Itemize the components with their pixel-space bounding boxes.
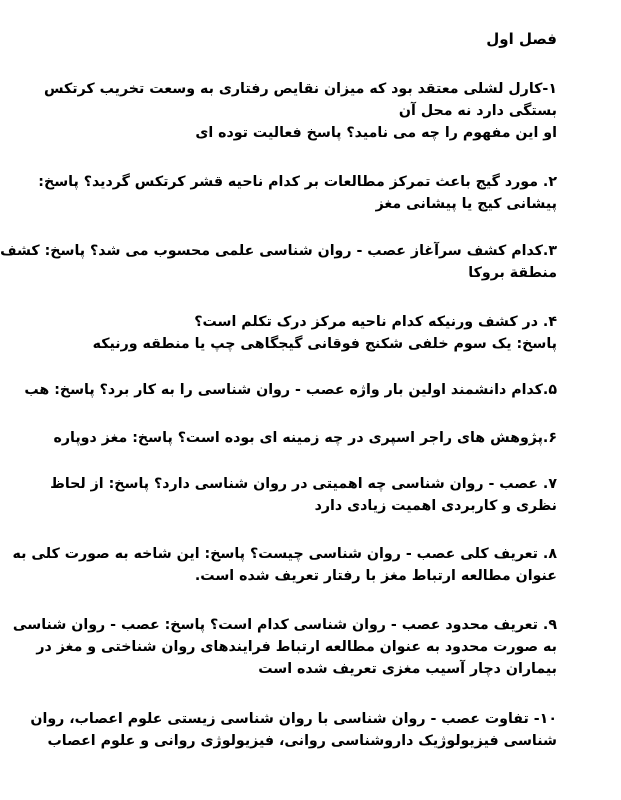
question-item-2 <box>38 171 557 215</box>
question-2-line-1: ۲. مورد گیج باعث تمرکز مطالعات بر کدام ناحیه قشر کرتکس گردید؟ پاسخ: <box>38 174 557 190</box>
question-9-line-1: ۹. تعریف محدود عصب - روان شناسی کدام است؟ پاسخ: عصب - روان شناسی <box>12 617 557 633</box>
question-item-6 <box>53 427 557 449</box>
question-10-line-1: ۱۰- تفاوت عصب - روان شناسی با روان شناسی زیستی علوم اعصاب، روان <box>30 711 557 727</box>
question-item-10 <box>30 708 557 752</box>
question-3-line-2: منطقة بروکا <box>468 265 557 281</box>
question-item-7 <box>50 473 557 517</box>
question-8-line-1: ۸. تعریف کلی عصب - روان شناسی چیست؟ پاسخ: این شاخه به صورت کلی به <box>12 546 557 562</box>
question-6-line-1: ۶.پژوهش های راجر اسپری در چه زمینه ای بوده است؟ پاسخ: مغز دوپاره <box>53 430 557 446</box>
chapter-title: فصل اول <box>486 30 557 48</box>
question-item-9 <box>12 614 557 680</box>
question-item-4 <box>79 311 557 355</box>
question-1-line-1: ۱-کارل لشلی معتقد بود که میزان نقایص رفتاری به وسعت تخریب کرتکس <box>43 81 557 97</box>
question-1-line-2: بستگی دارد نه محل آن <box>398 103 557 119</box>
question-7-line-1: ۷. عصب - روان شناسی چه اهمیتی در روان شناسی دارد؟ پاسخ: از لحاظ <box>50 476 557 492</box>
question-3-line-1: ۳.کدام کشف سرآغاز عصب - روان شناسی علمی محسوب می شد؟ پاسخ: کشف <box>0 243 557 259</box>
question-item-8 <box>12 543 557 587</box>
question-8-line-2: عنوان مطالعه ارتباط مغز با رفتار تعریف شده است. <box>194 568 557 584</box>
question-item-1 <box>43 78 557 144</box>
question-item-5 <box>24 379 557 401</box>
question-1-line-3: او این مفهوم را چه می نامید؟ پاسخ فعالیت توده ای <box>195 125 557 141</box>
question-9-line-2: به صورت محدود به عنوان مطالعه ارتباط فرایندهای روان شناختی و مغز در <box>36 639 557 655</box>
question-2-line-2: پیشانی کیج یا پیشانی مغز <box>375 196 557 212</box>
question-item-3 <box>0 240 557 284</box>
question-5-line-1: ۵.کدام دانشمند اولین بار واژه عصب - روان شناسی را به کار برد؟ پاسخ: هب <box>24 382 557 398</box>
question-4-line-1: ۴. در کشف ورنیکه کدام ناحیه مرکز درک تکلم است؟ <box>194 314 557 330</box>
question-4-line-2: پاسخ: یک سوم خلفی شکنج فوقانی گیجگاهی چپ یا منطقه ورنیکه <box>92 336 557 352</box>
question-9-line-3: بیماران دچار آسیب مغزی تعریف شده است <box>258 661 557 677</box>
question-7-line-2: نظری و کاربردی اهمیت زیادی دارد <box>314 498 557 514</box>
question-10-line-2: شناسی فیزیولوژیک داروشناسی روانی، فیزیولوژی روانی و علوم اعصاب <box>47 733 557 749</box>
